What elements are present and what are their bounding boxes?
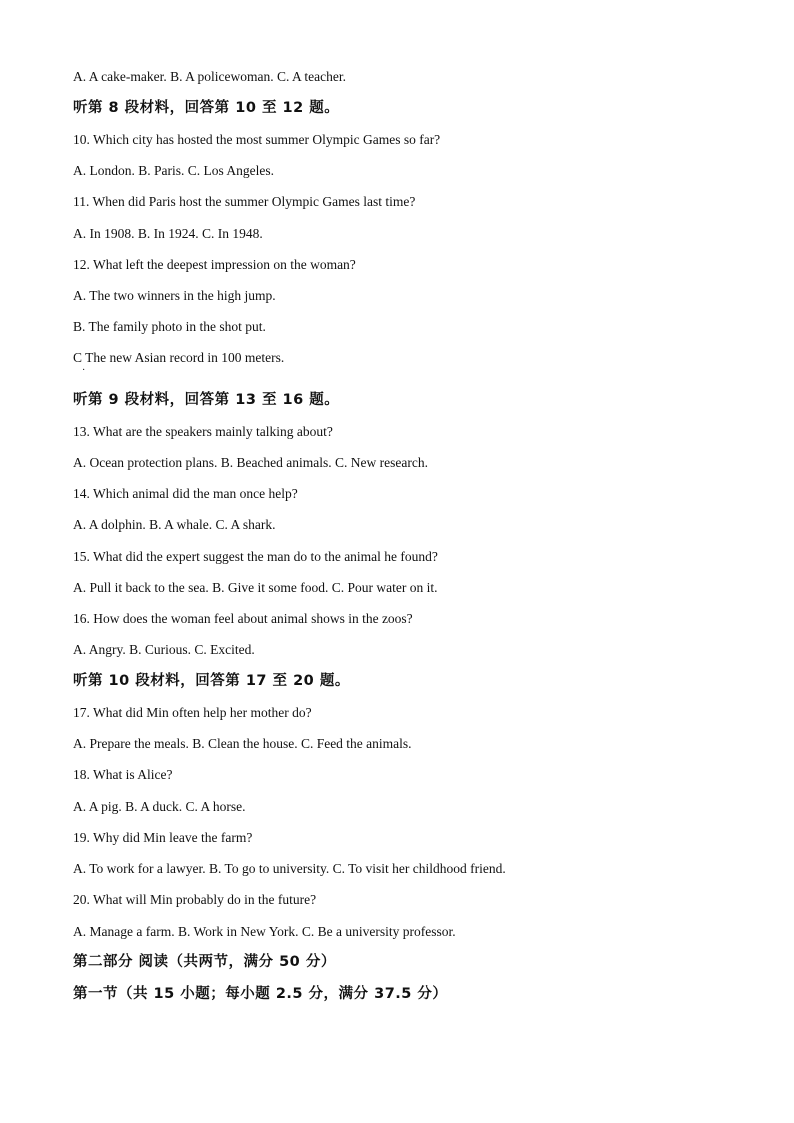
answer-options-line: A. Prepare the meals. B. Clean the house. C. Feed the animals. (73, 736, 412, 751)
answer-option: B. The family photo in the shot put. (73, 319, 266, 334)
answer-options-line: A. Pull it back to the sea. B. Give it some food. C. Pour water on it. (73, 580, 438, 595)
part-heading: 第二部分 阅读（共两节，满分 50 分） (73, 954, 336, 970)
answer-options-line: A. A cake-maker. B. A policewoman. C. A teacher. (73, 69, 346, 84)
question-line: 20. What will Min probably do in the future? (73, 892, 317, 907)
question-line: 12. What left the deepest impression on the woman? (73, 257, 356, 272)
section-heading: 听第 10 段材料，回答第 17 至 20 题。 (73, 673, 350, 689)
stray-dot-mark: · (82, 365, 86, 376)
section-heading: 听第 9 段材料，回答第 13 至 16 题。 (73, 392, 340, 408)
question-line: 19. Why did Min leave the farm? (73, 830, 253, 845)
answer-option: C The new Asian record in 100 meters. (73, 350, 285, 365)
question-line: 17. What did Min often help her mother do? (73, 705, 312, 720)
question-line: 13. What are the speakers mainly talking about? (73, 424, 333, 439)
answer-options-line: A. London. B. Paris. C. Los Angeles. (73, 163, 274, 178)
answer-options-line: A. Ocean protection plans. B. Beached animals. C. New research. (73, 455, 429, 470)
subsection-heading: 第一节（共 15 小题；每小题 2.5 分，满分 37.5 分） (73, 986, 448, 1002)
section-heading: 听第 8 段材料，回答第 10 至 12 题。 (73, 100, 340, 116)
question-line: 15. What did the expert suggest the man do to the animal he found? (73, 549, 438, 564)
question-line: 16. How does the woman feel about animal shows in the zoos? (73, 611, 413, 626)
answer-option: A. The two winners in the high jump. (73, 288, 276, 303)
answer-options-line: A. Angry. B. Curious. C. Excited. (73, 642, 255, 657)
answer-options-line: A. In 1908. B. In 1924. C. In 1948. (73, 226, 263, 241)
question-line: 11. When did Paris host the summer Olympic Games last time? (73, 194, 416, 209)
question-line: 10. Which city has hosted the most summer Olympic Games so far? (73, 132, 441, 147)
question-line: 14. Which animal did the man once help? (73, 486, 298, 501)
answer-options-line: A. Manage a farm. B. Work in New York. C. Be a university professor. (73, 924, 456, 939)
answer-options-line: A. A pig. B. A duck. C. A horse. (73, 799, 246, 814)
answer-options-line: A. A dolphin. B. A whale. C. A shark. (73, 517, 276, 532)
answer-options-line: A. To work for a lawyer. B. To go to university. C. To visit her childhood friend. (73, 861, 506, 876)
question-line: 18. What is Alice? (73, 767, 173, 782)
